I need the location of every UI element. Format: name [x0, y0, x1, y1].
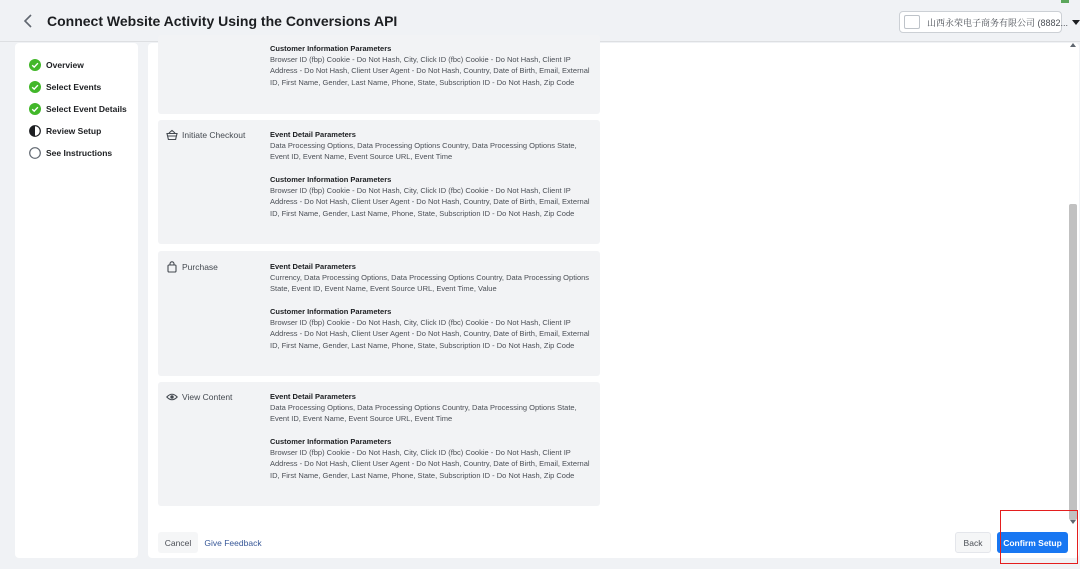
event-name-label: Purchase: [182, 262, 218, 272]
step-label: Review Setup: [46, 126, 102, 136]
corner-indicator: [1061, 0, 1069, 3]
shopping-bag-icon: [166, 261, 178, 273]
review-content-panel: [148, 43, 1079, 558]
check-circle-icon: [29, 81, 41, 93]
step-label: Select Event Details: [46, 104, 127, 114]
step-review-setup[interactable]: [29, 123, 101, 139]
customer-parameters: [270, 436, 592, 481]
customer-params-title: Customer Information Parameters: [270, 175, 392, 184]
customer-params-text: Browser ID (fbp) Cookie - Do Not Hash, City, Click ID (fbc) Cookie - Do Not Hash, Client IP Address - Do Not Hash, Client User Agent - Do Not Hash, Country, Date of Birth, Email, External ID, First Name, Gender, Last Name, Phone, State, Subscription ID - Do Not Hash, Zip Code: [270, 55, 590, 87]
customer-params-title: Customer Information Parameters: [270, 44, 392, 53]
empty-circle-icon: [29, 147, 41, 159]
page-title: Connect Website Activity Using the Conversions API: [47, 13, 398, 29]
scroll-down-arrow-icon[interactable]: [1070, 520, 1076, 524]
event-card-purchase: [158, 251, 600, 376]
event-name-label: View Content: [182, 392, 233, 402]
step-overview[interactable]: [29, 57, 84, 73]
event-card-partial: [158, 35, 600, 114]
customer-params-text: Browser ID (fbp) Cookie - Do Not Hash, City, Click ID (fbc) Cookie - Do Not Hash, Client IP Address - Do Not Hash, Client User Agent - Do Not Hash, Country, Date of Birth, Email, External ID, First Name, Gender, Last Name, Phone, State, Subscription ID - Do Not Hash, Zip Code: [270, 318, 590, 350]
account-selector[interactable]: [899, 11, 1069, 33]
dropdown-caret-icon: [1072, 20, 1080, 25]
step-see-instructions[interactable]: [29, 145, 112, 161]
event-detail-parameters: [270, 261, 592, 295]
event-card-initiate-checkout: [158, 120, 600, 244]
basket-icon: [166, 129, 178, 141]
event-params-text: Data Processing Options, Data Processing Options Country, Data Processing Options State, Event ID, Event Name, Event Source URL, Event Time: [270, 403, 577, 424]
check-circle-icon: [29, 103, 41, 115]
step-select-event-details[interactable]: [29, 101, 127, 117]
scroll-up-arrow-icon[interactable]: [1070, 43, 1076, 47]
eye-icon: [166, 391, 178, 403]
half-circle-icon: [29, 125, 41, 137]
confirm-setup-button[interactable]: Confirm Setup: [997, 532, 1068, 553]
event-name: [166, 261, 218, 273]
cancel-button[interactable]: Cancel: [158, 532, 198, 553]
customer-params-text: Browser ID (fbp) Cookie - Do Not Hash, City, Click ID (fbc) Cookie - Do Not Hash, Client IP Address - Do Not Hash, Client User Agent - Do Not Hash, Country, Date of Birth, Email, External ID, First Name, Gender, Last Name, Phone, State, Subscription ID - Do Not Hash, Zip Code: [270, 448, 590, 480]
customer-params-title: Customer Information Parameters: [270, 437, 392, 446]
event-name: [166, 129, 245, 141]
back-button[interactable]: Back: [955, 532, 991, 553]
event-params-title: Event Detail Parameters: [270, 262, 356, 271]
customer-parameters: [270, 43, 592, 88]
step-select-events[interactable]: [29, 79, 101, 95]
event-detail-parameters: [270, 129, 592, 163]
back-chevron-icon[interactable]: [20, 12, 36, 30]
customer-parameters: [270, 174, 592, 219]
event-params-title: Event Detail Parameters: [270, 392, 356, 401]
event-card-view-content: [158, 382, 600, 506]
account-name: 山西永荣电子商务有限公司 (8882...: [927, 17, 1069, 28]
step-label: Select Events: [46, 82, 102, 92]
give-feedback-link[interactable]: Give Feedback: [204, 537, 262, 548]
scrollbar-thumb[interactable]: [1069, 204, 1077, 520]
event-params-title: Event Detail Parameters: [270, 130, 356, 139]
step-label: See Instructions: [46, 148, 113, 158]
event-detail-parameters: [270, 391, 592, 425]
customer-params-title: Customer Information Parameters: [270, 307, 392, 316]
content-scrollbar[interactable]: [1068, 43, 1078, 528]
customer-parameters: [270, 306, 592, 351]
event-name-label: Initiate Checkout: [182, 130, 246, 140]
customer-params-text: Browser ID (fbp) Cookie - Do Not Hash, City, Click ID (fbc) Cookie - Do Not Hash, Client IP Address - Do Not Hash, Client User Agent - Do Not Hash, Country, Date of Birth, Email, External ID, First Name, Gender, Last Name, Phone, State, Subscription ID - Do Not Hash, Zip Code: [270, 186, 590, 218]
check-circle-icon: [29, 59, 41, 71]
event-params-text: Data Processing Options, Data Processing Options Country, Data Processing Options State, Event ID, Event Name, Event Source URL, Event Time: [270, 141, 577, 162]
event-params-text: Currency, Data Processing Options, Data Processing Options Country, Data Processing Options State, Event ID, Event Name, Event Source URL, Event Time, Value: [270, 273, 590, 294]
setup-steps-sidebar: [15, 43, 138, 558]
event-name: [166, 391, 232, 403]
step-label: Overview: [46, 60, 84, 70]
business-icon: [904, 15, 920, 29]
